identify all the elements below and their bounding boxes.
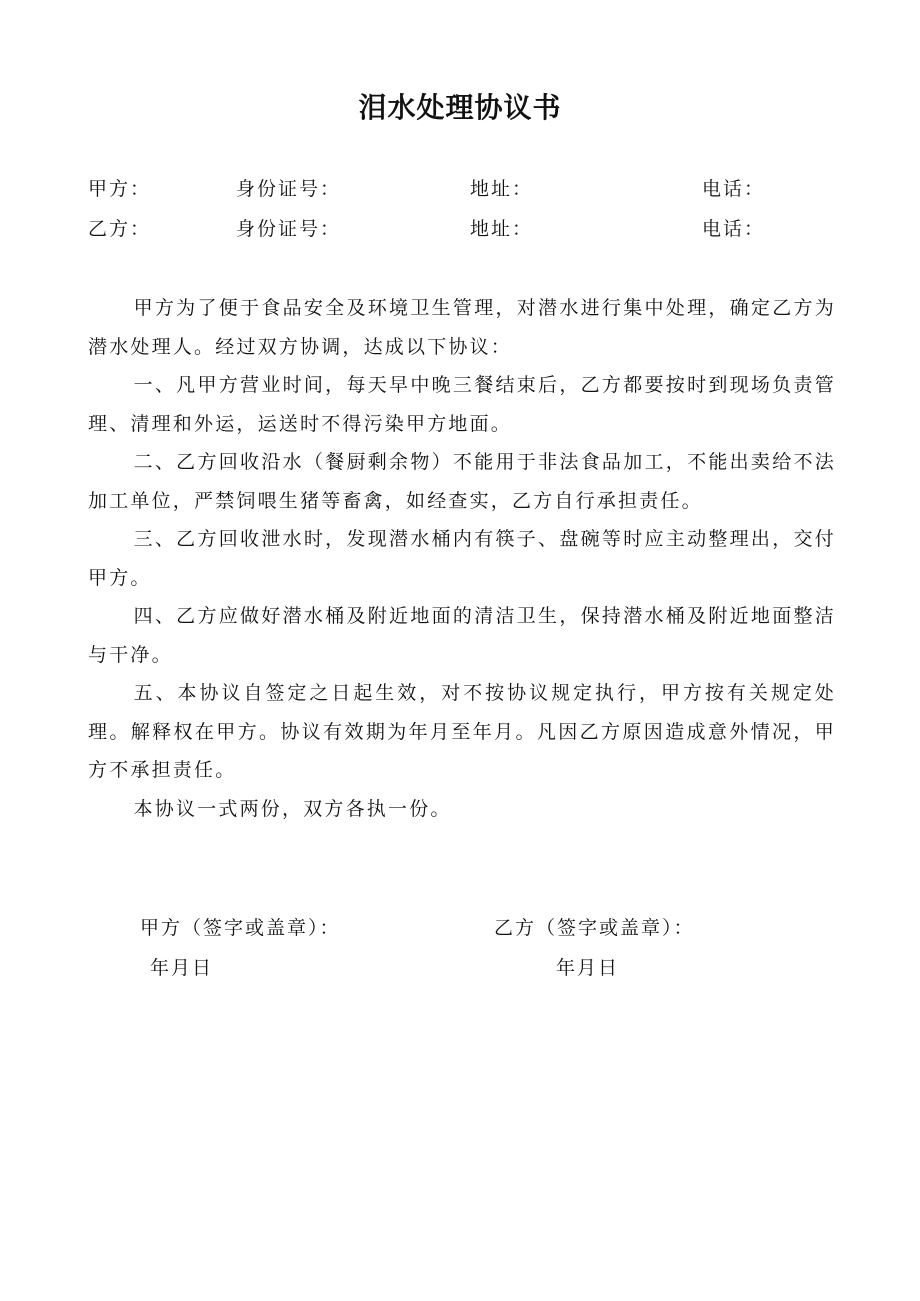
clause-3-paragraph: 三、乙方回收泄水时，发现潜水桶内有筷子、盘碗等时应主动整理出，交付甲方。 [88,528,836,589]
party-a-id-label: 身份证号： [236,178,342,200]
party-b-id-label: 身份证号： [236,218,342,240]
copies-paragraph: 本协议一式两份，双方各执一份。 [133,797,452,820]
intro-paragraph: 甲方为了便于食品安全及环境卫生管理，对潜水进行集中处理，确定乙方为潜水处理人。经过双方协调，达成以下协议： [88,297,836,358]
party-a-info-row [88,174,848,204]
clause-1-paragraph: 一、凡甲方营业时间，每天早中晚三餐结束后，乙方都要按时到现场负责管理、清理和外运，运送时不得污染甲方地面。 [88,374,836,435]
party-a-label: 甲方： [88,178,152,200]
party-a-phone-label: 电话： [702,178,766,200]
clause-5-paragraph: 五、本协议自签定之日起生效，对不按协议规定执行，甲方按有关规定处理。解释权在甲方。协议有效期为年月至年月。凡因乙方原因造成意外情况，甲方不承担责任。 [88,682,836,781]
party-b-info-row [88,214,848,244]
party-b-signature-date: 年月日 [556,957,620,979]
party-b-label: 乙方： [88,218,152,240]
party-a-signature-label: 甲方（签字或盖章）： [140,917,341,939]
party-a-signature-date: 年月日 [150,957,214,979]
clause-4-paragraph: 四、乙方应做好潜水桶及附近地面的清洁卫生，保持潜水桶及附近地面整洁与干净。 [88,605,836,666]
clause-2-paragraph: 二、乙方回收沿水（餐厨剩余物）不能用于非法食品加工，不能出卖给不法加工单位，严禁饲喂生猪等畜禽，如经查实，乙方自行承担责任。 [88,451,836,512]
party-b-phone-label: 电话： [702,218,766,240]
party-b-signature-label: 乙方（签字或盖章）： [494,917,695,939]
party-a-address-label: 地址： [470,178,534,200]
agreement-body [88,289,836,828]
party-b-address-label: 地址： [470,218,534,240]
document-title: 泪水处理协议书 [358,91,562,124]
